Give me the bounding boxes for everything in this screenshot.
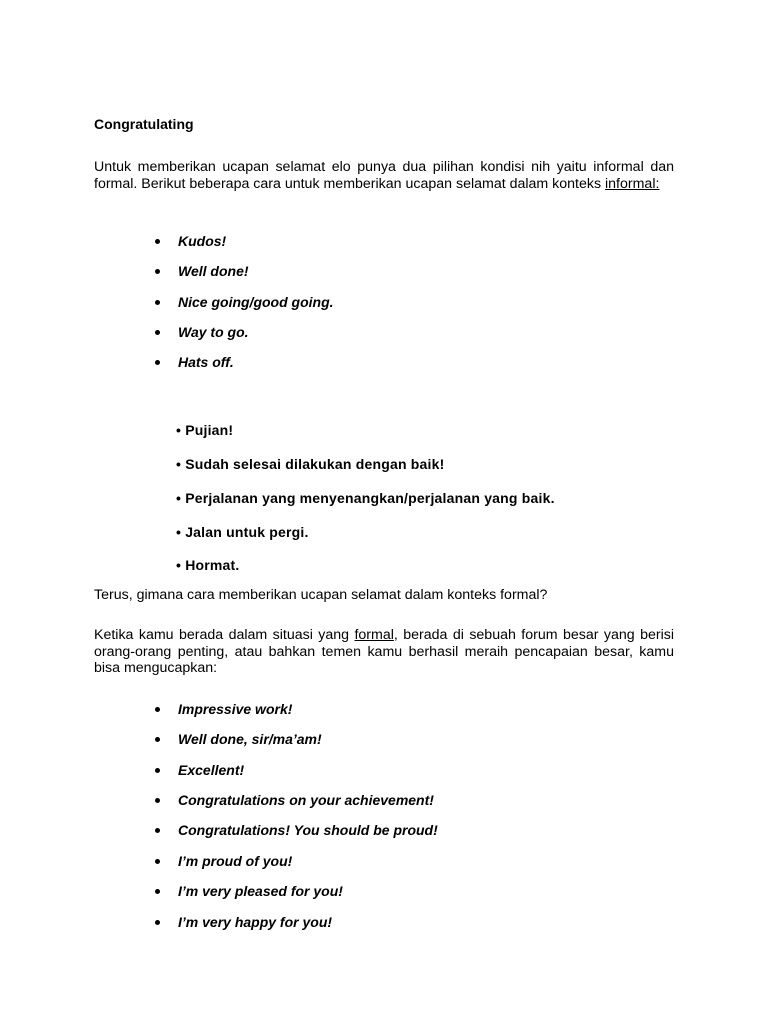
translation-text: • Sudah selesai dilakukan dengan baik! — [176, 456, 445, 472]
list-item-text: Congratulations on your achievement! — [178, 792, 434, 808]
translation-text: • Hormat. — [176, 557, 240, 573]
intro-text: Untuk memberikan ucapan selamat elo punya dua pilihan kondisi nih yaitu informal dan formal. Berikut beberapa cara untuk memberikan ucapan selamat dalam konteks — [94, 159, 674, 192]
bullet-icon — [155, 920, 160, 925]
bullet-icon — [155, 707, 160, 712]
translation-text: • Pujian! — [176, 422, 234, 438]
list-item-text: I’m very pleased for you! — [178, 883, 343, 899]
list-item-text: Congratulations! You should be proud! — [178, 822, 438, 838]
translation-text: • Jalan untuk pergi. — [176, 524, 309, 540]
bullet-icon — [155, 269, 160, 274]
bullet-icon — [155, 828, 160, 833]
list-item-text: Nice going/good going. — [178, 294, 334, 310]
bullet-icon — [155, 239, 160, 244]
formal-question: Terus, gimana cara memberikan ucapan selamat dalam konteks formal? — [94, 587, 548, 603]
informal-underlined-text: informal: — [605, 175, 660, 192]
list-item-text: Well done! — [178, 263, 249, 279]
document-title: Congratulating — [94, 116, 194, 132]
list-item-text: I’m very happy for you! — [178, 914, 333, 930]
list-item-text: Impressive work! — [178, 701, 293, 717]
bullet-icon — [155, 798, 160, 803]
list-item-text: I’m proud of you! — [178, 853, 293, 869]
bullet-icon — [155, 889, 160, 894]
list-item-text: Excellent! — [178, 762, 245, 778]
bullet-icon — [155, 300, 160, 305]
formal-intro-paragraph — [94, 627, 674, 677]
list-item-text: Kudos! — [178, 233, 227, 249]
bullet-icon — [155, 768, 160, 773]
list-item-text: Well done, sir/ma’am! — [178, 731, 322, 747]
formal-underlined-text: formal — [354, 627, 394, 643]
bullet-icon — [155, 360, 160, 365]
formal-intro-text: Ketika kamu berada dalam situasi yang — [94, 627, 355, 643]
formal-intro-text-continued: , berada di sebuah forum besar yang berisi orang-orang penting, atau bahkan temen kamu berhasil meraih pencapaian besar, kamu bisa mengucapkan: — [94, 627, 674, 676]
bullet-icon — [155, 737, 160, 742]
list-item-text: Way to go. — [178, 324, 249, 340]
list-item-text: Hats off. — [178, 354, 234, 370]
bullet-icon — [155, 859, 160, 864]
translation-text: • Perjalanan yang menyenangkan/perjalanan yang baik. — [176, 490, 555, 506]
bullet-icon — [155, 330, 160, 335]
intro-paragraph — [94, 159, 674, 192]
